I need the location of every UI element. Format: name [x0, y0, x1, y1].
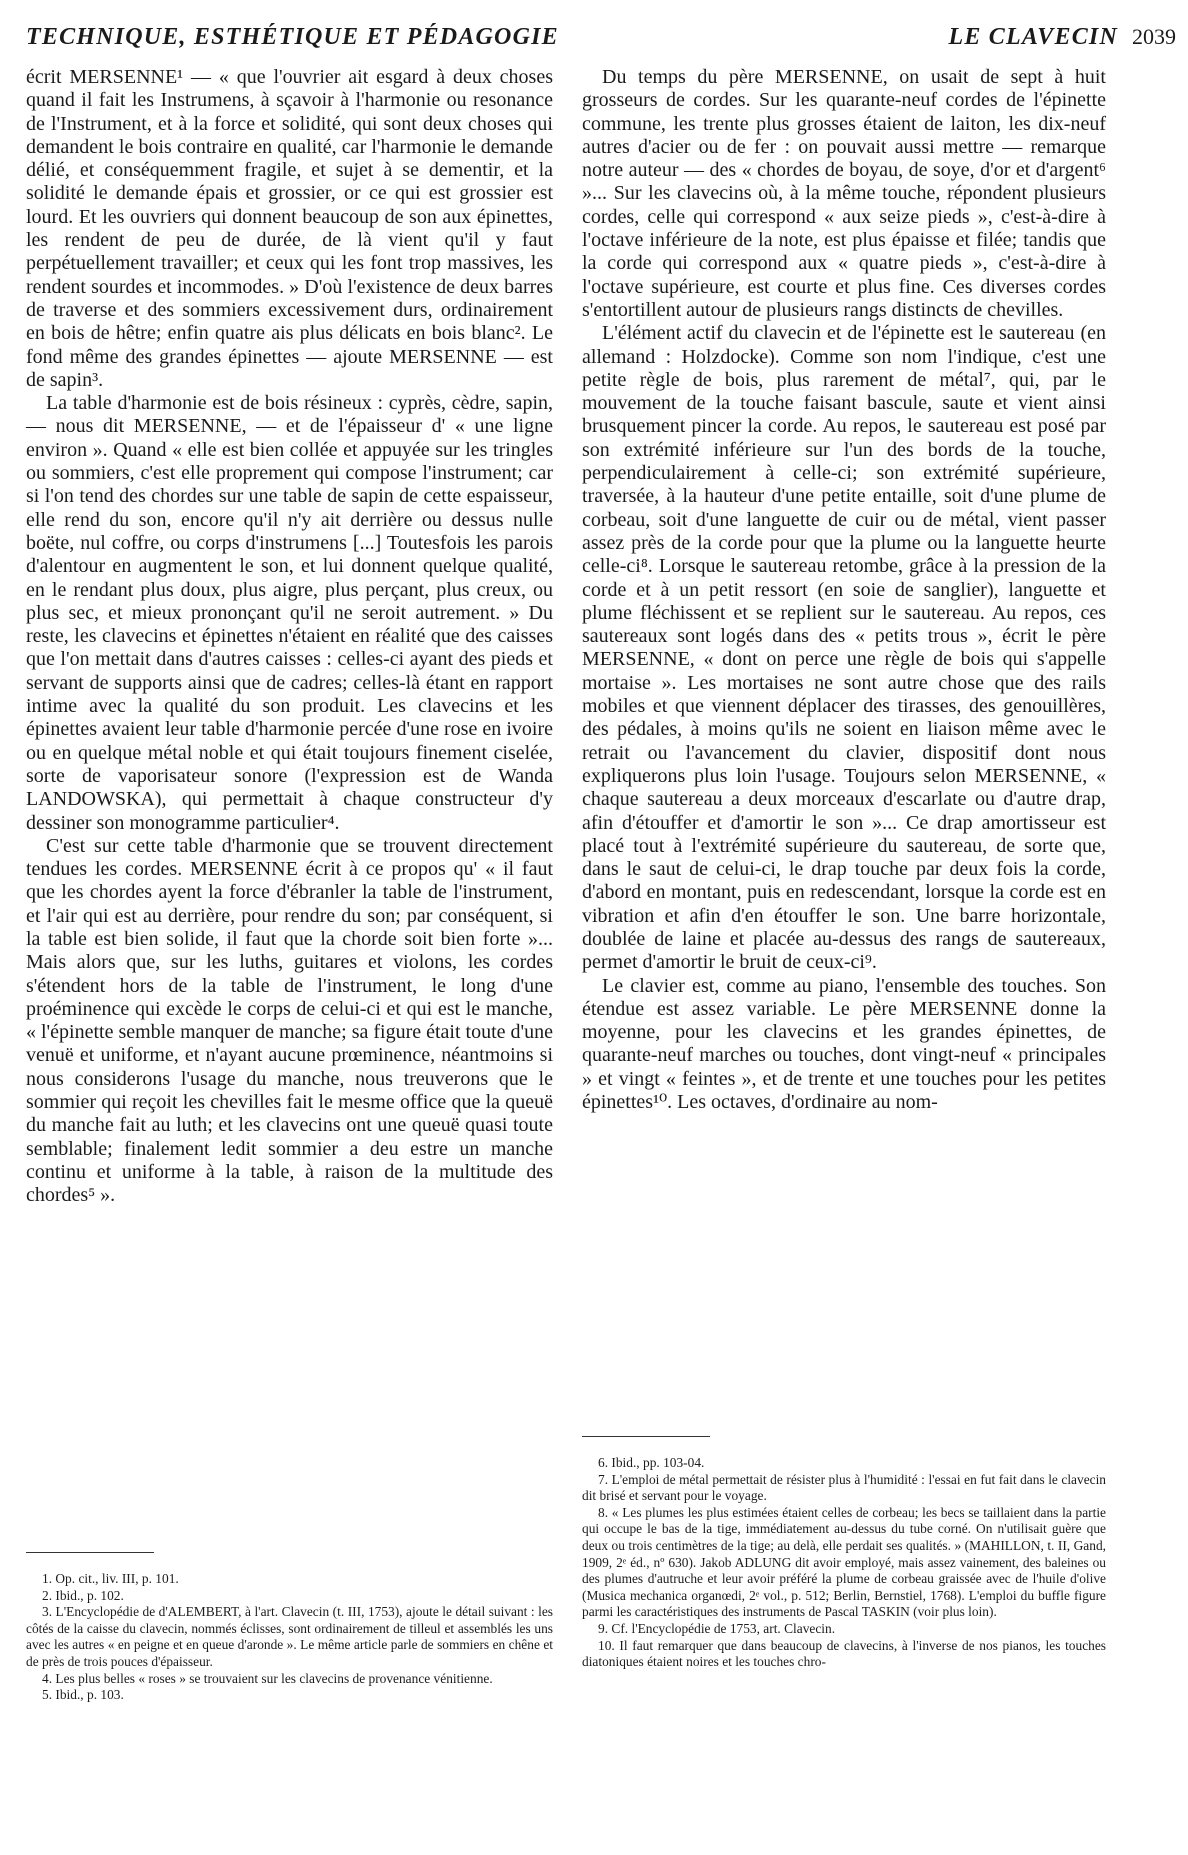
footnotes-right [582, 1436, 1106, 1671]
footnote-rule [26, 1552, 154, 1553]
footnote-rule [582, 1436, 710, 1437]
footnote: 10. Il faut remarquer que dans beaucoup de clavecins, à l'inverse de nos pianos, les touches diatoniques étaient noires et les touches chro- [582, 1637, 1106, 1670]
paragraph: L'élément actif du clavecin et de l'épinette est le sautereau (en allemand : Holzdocke). Comme son nom l'indique, c'est une petite règle de bois, plus rarement de métal⁷, qui, par le mouvement de la touche faisant bascule, saute et vient ainsi brusquement pincer la corde. Au repos, le sautereau est posé par son extrémité inférieure sur l'un des bords de la touche, perpendiculairement à celle-ci; son extrémité supérieure, traversée, à la hauteur d'une petite entaille, soit d'une plume de corbeau, soit d'une languette de cuir ou de métal, vient passer assez près de la corde pour que la plume ou la languette heurte celle-ci⁸. Lorsque le sautereau retombe, grâce à la pression de la corde et à un petit ressort (en soie de sanglier), languette et plume fléchissent et se replient sur le sautereau. Au repos, ces sautereaux sont logés dans des « petits trous », écrit le père MERSENNE, « dont on perce une règle de bois qui s'appelle mortaise ». Les mortaises ne sont autre chose que des rails mobiles et que viennent déplacer des tirasses, des genouillères, des pédales, à moins qu'ils ne soient en liaison même avec le retrait ou l'avancement du clavier, dispositif dont nous expliquerons plus loin l'usage. Toujours selon MERSENNE, « chaque sautereau a deux morceaux d'escarlate ou d'autre drap, afin d'étouffer et d'amortir le son »... Ce drap amortisseur est placé tout à l'extrémité supérieure du sautereau, de sorte que, dans le saut de celui-ci, le drap touche par deux fois la corde, d'abord en montant, puis en redescendant, lorsque la corde est en vibration et afin d'en étouffer le son. Une barre horizontale, doublée de laine et placée au-dessus des rangs de sautereaux, permet d'amortir le bruit de ceux-ci⁹. [582, 322, 1106, 974]
page-number: 2039 [1132, 24, 1176, 49]
footnote: 1. Op. cit., liv. III, p. 101. [42, 1571, 179, 1586]
footnote: 3. L'Encyclopédie de d'ALEMBERT, à l'art. Clavecin (t. III, 1753), ajoute le détail suivant : les côtés de la caisse du clavecin, nommés éclisses, sont ordinairement de tilleul et assemblés les uns avec les autres « en peigne et en queue d'aronde ». Le même article parle de sommiers en chêne et de près de trois pouces d'épaisseur. [26, 1604, 553, 1669]
paragraph: écrit MERSENNE¹ — « que l'ouvrier ait esgard à deux choses quand il fait les Instrumens, à sçavoir à l'harmonie ou resonance de l'Instrument, et à la force et solidité, qui sont deux choses qui demandent le bois contraire en qualité, car l'harmonie le demande délié, et conséquemment fragile, et sujet à se dementir, et la solidité le demande épais et grossier, or ce qui est grossier est lourd. Et les ouvriers qui donnent beaucoup de son aux épinettes, les rendent de peu de durée, de là vient qu'il y faut perpétuellement travailler; et ceux qui les font trop massives, les rendent sourdes et incommodes. » D'où l'existence de deux barres de traverse et des sommiers excessivement durs, ordinairement en bois de hêtre; enfin quatre ais plus délicats en bois blanc². Le fond même des grandes épinettes — ajoute MERSENNE — est de sapin³. [26, 66, 553, 391]
header-right [949, 24, 1176, 51]
footnote: 4. Les plus belles « roses » se trouvaient sur les clavecins de provenance vénitienne. [42, 1670, 493, 1686]
footnote: 2. Ibid., p. 102. [42, 1587, 124, 1603]
header-right-title: LE CLAVECIN [948, 24, 1118, 50]
footnote: 5. Ibid., p. 103. [42, 1687, 124, 1703]
paragraph: Le clavier est, comme au piano, l'ensemble des touches. Son étendue est assez variable. Le père MERSENNE donne la moyenne, pour les clavecins et les grandes épinettes, de quarante-neuf marches ou touches, dont vingt-neuf « principales » et vingt « feintes », et de trente et une touches pour les petites épinettes¹⁰. Les octaves, d'ordinaire au nom- [582, 974, 1106, 1114]
right-column [582, 66, 1106, 1114]
footnote: 7. L'emploi de métal permettait de résister plus à l'humidité : l'essai en fut fait dans le clavecin dit brisé et servant pour le voyage. [582, 1471, 1106, 1504]
paragraph: C'est sur cette table d'harmonie que se trouvent directement tendues les cordes. MERSENNE écrit à ce propos qu' « il faut que les chordes ayent la force d'ébranler la table de l'instrument, et l'air qui est au derrière, pour rendre du son; par conséquent, si la table est bien solide, il faut que la chorde soit bien forte »... Mais alors que, sur les luths, guitares et violons, les cordes s'étendent hors de la table de l'instrument, le long d'une proéminence qui excède le corps de celui-ci et qui est le manche, « l'épinette semble manquer de manche; sa figure était toute d'une venuë et uniforme, et n'ayant aucune prœminence, néantmoins si nous considerons l'usage du manche, nous treuverons que le sommier qui reçoit les chevilles fait le mesme office que la queuë du manche fait au luth; et les clavecins ont une queuë quasi toute semblable; finalement ledit sommier a deu estre un manche continu et uniforme à la table, à raison de la multitude des chordes⁵ ». [26, 834, 554, 1207]
left-column [26, 66, 553, 1208]
footnotes-left [26, 1552, 553, 1704]
footnote: 6. Ibid., pp. 103-04. [598, 1455, 705, 1470]
footnote: 8. « Les plumes les plus estimées étaient celles de corbeau; les becs se taillaient dans la partie qui occupe le bas de la tige, immédiatement au-dessus du tube corné. On n'utilisait guère que deux ou trois centimètres de la tige; au delà, elle perdait ses qualités. » (MAHILLON, t. II, Gand, 1909, 2ᵉ éd., nº 630). Jakob ADLUNG dit avoir employé, mais assez vainement, des baleines ou des plumes d'autruche et leur avoir préféré la plume de corbeau graissée avec de l'huile d'olive (Musica mechanica organœdi, 2ᵉ vol., p. 512; Berlin, Bernstiel, 1768). L'emploi du buffle figure parmi les caractéristiques des instruments de Pascal TASKIN (voir plus loin). [582, 1504, 1106, 1620]
paragraph: La table d'harmonie est de bois résineux : cyprès, cèdre, sapin, — nous dit MERSENNE, — et de l'épaisseur d' « une ligne environ ». Quand « elle est bien collée et appuyée sur les tringles ou sommiers, c'est elle proprement qui compose l'instrument; car si l'on tend des chordes sur une table de sapin de cette espaisseur, elle rend du son, encore qu'il n'y ait derrière ou dessus nulle boëte, nul coffre, ou corps d'instrumens [...] Toutesfois les parois d'alentour en augmentent le son, et lui donnent quelque qualité, en le rendant plus doux, plus aigre, plus perçant, plus creux, ou plus sec, et mieux prononçant qu'il ne seroit autrement. » Du reste, les clavecins et épinettes n'étaient en réalité que des caisses que l'on mettait dans d'autres caisses : celles-ci ayant des pieds et servant de supports ainsi que de cadres; celles-là étant en rapport intime avec la qualité du son produit. Les clavecins et les épinettes avaient leur table d'harmonie percée d'une rose en ivoire ou en quelque métal noble et qui était toujours finement ciselée, sorte de vaporisateur sonore (l'expression est de Wanda LANDOWSKA), qui permettait à chaque constructeur d'y dessiner son monogramme particulier⁴. [26, 392, 553, 834]
paragraph: Du temps du père MERSENNE, on usait de sept à huit grosseurs de cordes. Sur les quarante-neuf cordes de l'épinette commune, les trente plus grosses étaient de laiton, les dix-neuf autres d'acier ou de fer : on pouvait aussi mettre — remarque notre auteur — des « chordes de boyau, de soye, d'or et d'argent⁶ »... Sur les clavecins où, à la même touche, répondent plusieurs cordes, celle qui correspond « aux seize pieds », c'est-à-dire à l'octave inférieure de la note, est plus épaisse et filée; tandis que la corde qui correspond aux « quatre pieds », c'est-à-dire à l'octave supérieure, est courte et plus fine. Ces diverses cordes s'entortillent autour de plusieurs rangs distincts de chevilles. [582, 66, 1106, 321]
running-header [26, 24, 1176, 58]
footnote: 9. Cf. l'Encyclopédie de 1753, art. Clavecin. [598, 1620, 836, 1636]
header-left-title: TECHNIQUE, ESTHÉTIQUE ET PÉDAGOGIE [26, 24, 559, 50]
